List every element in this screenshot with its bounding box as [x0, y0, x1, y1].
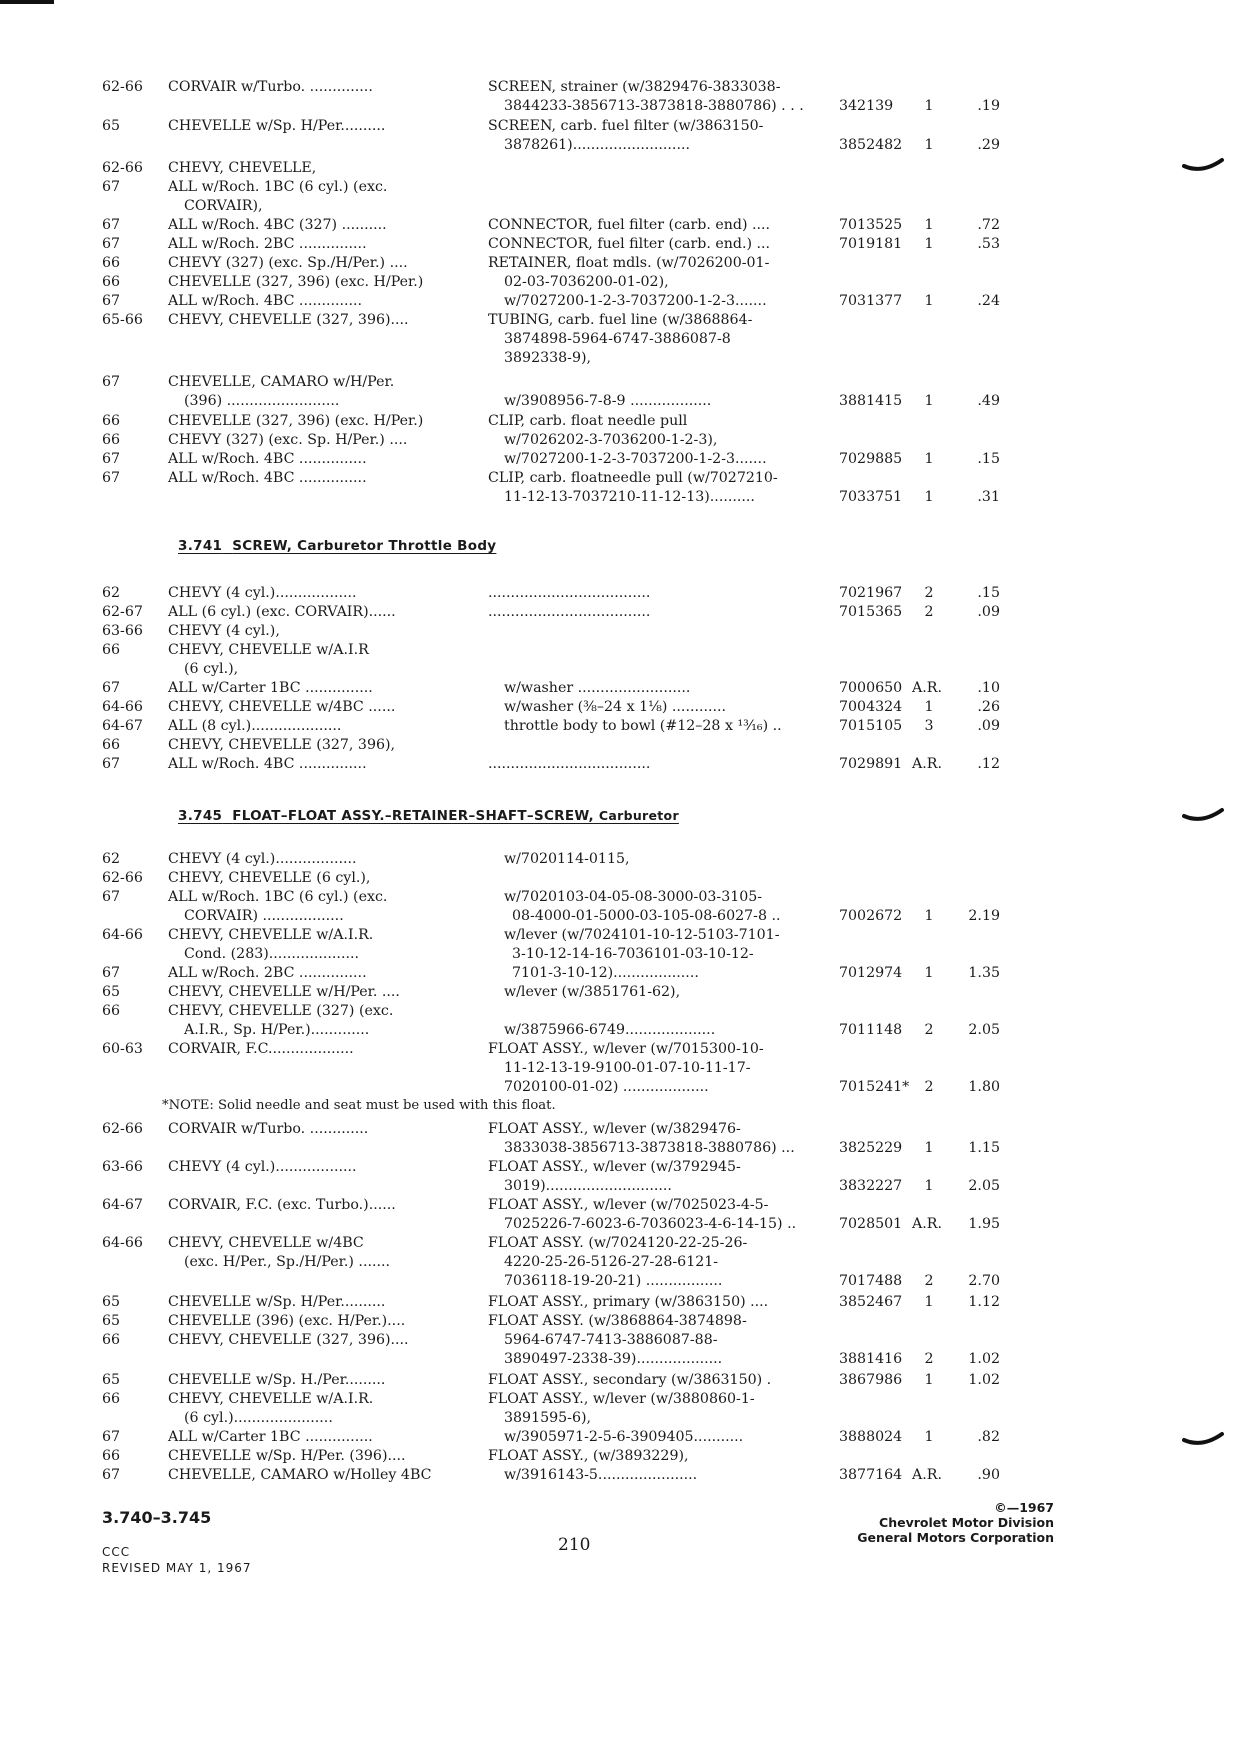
page-range-label: 3.740–3.745 — [102, 1508, 212, 1527]
row-year: 65 — [102, 1372, 121, 1388]
row-quantity: 1 — [924, 393, 934, 409]
row-application: CORVAIR w/Turbo. ............. — [168, 1121, 369, 1137]
row-year: 65 — [102, 1294, 121, 1310]
row-description: w/lever (w/7024101-10-12-5103-7101- — [504, 927, 780, 943]
row-description: CONNECTOR, fuel filter (carb. end.) ... — [488, 236, 771, 252]
row-price: 1.12 — [968, 1294, 1000, 1310]
row-application: CHEVY, CHEVELLE, — [168, 160, 317, 176]
row-application: ALL w/Roch. 2BC ............... — [168, 965, 367, 981]
row-year: 66 — [102, 737, 121, 753]
row-price: .19 — [977, 98, 1000, 114]
row-description: throttle body to bowl (#12–28 x ¹³⁄₁₆) .. — [504, 718, 782, 734]
row-year: 67 — [102, 1467, 121, 1483]
row-description: 3891595-6), — [504, 1410, 592, 1426]
row-application: CHEVY (4 cyl.).................. — [168, 1159, 357, 1175]
row-year: 66 — [102, 274, 121, 290]
row-price: .09 — [977, 718, 1000, 734]
row-year: 67 — [102, 179, 121, 195]
row-description: w/7020103-04-05-08-3000-03-3105- — [504, 889, 763, 905]
row-price: .10 — [977, 680, 1000, 696]
row-application: CHEVY (4 cyl.), — [168, 623, 280, 639]
row-description: .................................... — [488, 756, 651, 772]
row-quantity: 1 — [924, 1429, 934, 1445]
row-application: CHEVY, CHEVELLE w/A.I.R. — [168, 927, 374, 943]
row-part-number: 3852467 — [839, 1294, 903, 1310]
row-application: (6 cyl.)...................... — [184, 1410, 333, 1426]
row-application: CHEVELLE w/Sp. H/Per.......... — [168, 118, 386, 134]
row-description: FLOAT ASSY., (w/3893229), — [488, 1448, 689, 1464]
row-description: 08-4000-01-5000-03-105-08-6027-8 .. — [512, 908, 781, 924]
top-edge-mark — [0, 0, 54, 4]
row-application: ALL w/Roch. 4BC .............. — [168, 293, 363, 309]
row-price: .15 — [977, 451, 1000, 467]
row-description: 7020100-01-02) ................... — [504, 1079, 709, 1095]
row-description: w/3905971-2-5-6-3909405........... — [504, 1429, 744, 1445]
section-title: FLOAT–FLOAT ASSY.–RETAINER–SHAFT–SCREW, — [232, 808, 594, 824]
row-application: CHEVY (4 cyl.).................. — [168, 851, 357, 867]
row-application: CHEVELLE w/Sp. H/Per. (396).... — [168, 1448, 406, 1464]
row-description: 7036118-19-20-21) ................. — [504, 1273, 723, 1289]
row-quantity: 2 — [924, 1022, 934, 1038]
row-price: .72 — [977, 217, 1000, 233]
row-quantity: 1 — [924, 293, 934, 309]
row-description: 3844233-3856713-3873818-3880786) . . . — [504, 98, 804, 114]
row-quantity: 1 — [924, 489, 934, 505]
row-application: ALL w/Roch. 4BC ............... — [168, 451, 367, 467]
row-description: FLOAT ASSY., w/lever (w/7015300-10- — [488, 1041, 764, 1057]
row-price: 1.80 — [968, 1079, 1000, 1095]
row-description: 3-10-12-14-16-7036101-03-10-12- — [512, 946, 754, 962]
row-year: 64-67 — [102, 718, 143, 734]
row-application: ALL w/Roch. 1BC (6 cyl.) (exc. — [168, 889, 388, 905]
publisher-block — [857, 1500, 1054, 1545]
row-part-number: 3832227 — [839, 1178, 903, 1194]
page-number: 210 — [558, 1535, 591, 1555]
row-part-number: 7019181 — [839, 236, 903, 252]
row-part-number: 7012974 — [839, 965, 903, 981]
row-year: 62 — [102, 851, 121, 867]
row-application: CHEVY, CHEVELLE w/4BC ...... — [168, 699, 396, 715]
section-heading-3745 — [178, 808, 679, 824]
row-description: w/washer ......................... — [504, 680, 691, 696]
row-price: .26 — [977, 699, 1000, 715]
row-description: TUBING, carb. fuel line (w/3868864- — [488, 312, 753, 328]
row-year: 67 — [102, 236, 121, 252]
row-part-number: 7015105 — [839, 718, 903, 734]
row-price: .29 — [977, 137, 1000, 153]
row-year: 62 — [102, 585, 121, 601]
row-part-number: 7017488 — [839, 1273, 903, 1289]
row-application: CHEVY, CHEVELLE w/H/Per. .... — [168, 984, 400, 1000]
row-part-number: 7033751 — [839, 489, 903, 505]
row-year: 66 — [102, 255, 121, 271]
row-year: 67 — [102, 293, 121, 309]
row-application: ALL w/Carter 1BC ............... — [168, 680, 373, 696]
ccc-label: CCC — [102, 1545, 131, 1559]
row-description: 7025226-7-6023-6-7036023-4-6-14-15) .. — [504, 1216, 797, 1232]
row-description: w/7026202-3-7036200-1-2-3), — [504, 432, 718, 448]
row-quantity: 1 — [924, 908, 934, 924]
row-quantity: 1 — [924, 965, 934, 981]
row-description: w/7027200-1-2-3-7037200-1-2-3....... — [504, 451, 767, 467]
binding-tick-mark — [1182, 1430, 1226, 1452]
row-price: 1.35 — [968, 965, 1000, 981]
row-application: CORVAIR), — [184, 198, 263, 214]
section-subtitle: Carburetor — [598, 808, 679, 823]
row-application: A.I.R., Sp. H/Per.)............. — [184, 1022, 370, 1038]
row-description: CONNECTOR, fuel filter (carb. end) .... — [488, 217, 771, 233]
row-description: FLOAT ASSY. (w/7024120-22-25-26- — [488, 1235, 748, 1251]
row-application: CHEVELLE (327, 396) (exc. H/Per.) — [168, 274, 424, 290]
row-application: (6 cyl.), — [184, 661, 239, 677]
row-quantity: 1 — [924, 1294, 934, 1310]
row-quantity: 1 — [924, 236, 934, 252]
row-application: ALL w/Roch. 2BC ............... — [168, 236, 367, 252]
section-number: 3.741 — [178, 538, 223, 554]
row-price: .31 — [977, 489, 1000, 505]
row-part-number: 3825229 — [839, 1140, 903, 1156]
row-year: 67 — [102, 756, 121, 772]
row-part-number: 3881415 — [839, 393, 903, 409]
row-price: .49 — [977, 393, 1000, 409]
row-year: 66 — [102, 642, 121, 658]
row-year: 67 — [102, 451, 121, 467]
row-year: 64-67 — [102, 1197, 143, 1213]
row-year: 62-66 — [102, 79, 143, 95]
row-year: 65-66 — [102, 312, 143, 328]
row-part-number: 7002672 — [839, 908, 903, 924]
row-application: CHEVELLE (396) (exc. H/Per.).... — [168, 1313, 406, 1329]
row-part-number: 342139 — [839, 98, 894, 114]
row-year: 66 — [102, 1448, 121, 1464]
row-application: CORVAIR, F.C. (exc. Turbo.)...... — [168, 1197, 396, 1213]
row-quantity: A.R. — [912, 756, 942, 772]
row-price: 2.05 — [968, 1022, 1000, 1038]
row-description: FLOAT ASSY., w/lever (w/7025023-4-5- — [488, 1197, 769, 1213]
row-description: 02-03-7036200-01-02), — [504, 274, 669, 290]
row-description: w/3916143-5...................... — [504, 1467, 698, 1483]
row-year: 64-66 — [102, 699, 143, 715]
row-application: CHEVELLE, CAMARO w/Holley 4BC — [168, 1467, 432, 1483]
row-application: ALL w/Carter 1BC ............... — [168, 1429, 373, 1445]
row-description: FLOAT ASSY., w/lever (w/3880860-1- — [488, 1391, 755, 1407]
row-part-number: 7031377 — [839, 293, 903, 309]
row-application: CHEVY, CHEVELLE w/A.I.R. — [168, 1391, 374, 1407]
row-description: 5964-6747-7413-3886087-88- — [504, 1332, 718, 1348]
row-application: CHEVY, CHEVELLE (327, 396), — [168, 737, 396, 753]
row-quantity: A.R. — [912, 680, 942, 696]
row-year: 62-66 — [102, 870, 143, 886]
row-application: CHEVELLE (327, 396) (exc. H/Per.) — [168, 413, 424, 429]
row-quantity: 1 — [924, 1372, 934, 1388]
row-year: 65 — [102, 1313, 121, 1329]
row-description: 3878261).......................... — [504, 137, 690, 153]
row-part-number: 3852482 — [839, 137, 903, 153]
row-application: CORVAIR) .................. — [184, 908, 344, 924]
float-note: *NOTE: Solid needle and seat must be used with this float. — [162, 1098, 556, 1113]
row-description: 3874898-5964-6747-3886087-8 — [504, 331, 731, 347]
row-part-number: 7029885 — [839, 451, 903, 467]
binding-tick-mark — [1182, 156, 1226, 178]
row-part-number: 7004324 — [839, 699, 903, 715]
row-quantity: 2 — [924, 1079, 934, 1095]
revised-date: REVISED MAY 1, 1967 — [102, 1561, 252, 1575]
row-description: FLOAT ASSY., w/lever (w/3792945- — [488, 1159, 741, 1175]
row-description: CLIP, carb. float needle pull — [488, 413, 688, 429]
row-description: 3892338-9), — [504, 350, 592, 366]
row-description: 3890497-2338-39)................... — [504, 1351, 723, 1367]
row-price: 1.02 — [968, 1351, 1000, 1367]
row-quantity: A.R. — [912, 1467, 942, 1483]
row-description: CLIP, carb. floatneedle pull (w/7027210- — [488, 470, 778, 486]
row-quantity: 1 — [924, 699, 934, 715]
row-price: 1.02 — [968, 1372, 1000, 1388]
row-price: 1.95 — [968, 1216, 1000, 1232]
row-quantity: 2 — [924, 585, 934, 601]
row-price: 1.15 — [968, 1140, 1000, 1156]
row-part-number: 3877164 — [839, 1467, 903, 1483]
row-quantity: 1 — [924, 137, 934, 153]
row-description: FLOAT ASSY., w/lever (w/3829476- — [488, 1121, 741, 1137]
row-price: 2.70 — [968, 1273, 1000, 1289]
row-price: 2.19 — [968, 908, 1000, 924]
row-year: 60-63 — [102, 1041, 143, 1057]
row-year: 66 — [102, 432, 121, 448]
row-application: CHEVY, CHEVELLE (327, 396).... — [168, 312, 409, 328]
row-application: CHEVY, CHEVELLE w/A.I.R — [168, 642, 369, 658]
row-description: RETAINER, float mdls. (w/7026200-01- — [488, 255, 770, 271]
row-part-number: 7011148 — [839, 1022, 903, 1038]
row-price: .09 — [977, 604, 1000, 620]
section-title: SCREW, Carburetor Throttle Body — [232, 538, 497, 554]
binding-tick-mark — [1182, 806, 1226, 828]
row-application: CHEVY, CHEVELLE (327, 396).... — [168, 1332, 409, 1348]
row-description: 11-12-13-19-9100-01-07-10-11-17- — [504, 1060, 751, 1076]
row-year: 62-66 — [102, 160, 143, 176]
row-description: 4220-25-26-5126-27-28-6121- — [504, 1254, 719, 1270]
row-application: CHEVY (327) (exc. Sp. H/Per.) .... — [168, 432, 408, 448]
row-description: FLOAT ASSY., secondary (w/3863150) . — [488, 1372, 772, 1388]
row-part-number: 7021967 — [839, 585, 903, 601]
row-year: 64-66 — [102, 927, 143, 943]
row-year: 62-66 — [102, 1121, 143, 1137]
row-application: ALL w/Roch. 4BC ............... — [168, 470, 367, 486]
row-application: CHEVY (327) (exc. Sp./H/Per.) .... — [168, 255, 408, 271]
row-description: SCREEN, carb. fuel filter (w/3863150- — [488, 118, 764, 134]
copyright-line: ©—1967 — [994, 1500, 1054, 1515]
row-application: (396) ......................... — [184, 393, 340, 409]
row-description: FLOAT ASSY. (w/3868864-3874898- — [488, 1313, 747, 1329]
row-application: ALL (8 cyl.).................... — [168, 718, 342, 734]
row-year: 67 — [102, 1429, 121, 1445]
row-year: 64-66 — [102, 1235, 143, 1251]
row-application: CHEVELLE, CAMARO w/H/Per. — [168, 374, 395, 390]
row-part-number: 7029891 — [839, 756, 903, 772]
row-application: ALL w/Roch. 4BC (327) .......... — [168, 217, 387, 233]
row-description: w/3875966-6749.................... — [504, 1022, 716, 1038]
row-year: 62-67 — [102, 604, 143, 620]
row-quantity: 2 — [924, 1273, 934, 1289]
row-application: CHEVELLE w/Sp. H./Per......... — [168, 1372, 386, 1388]
row-application: CHEVY, CHEVELLE (327) (exc. — [168, 1003, 394, 1019]
row-application: (exc. H/Per., Sp./H/Per.) ....... — [184, 1254, 390, 1270]
row-year: 65 — [102, 984, 121, 1000]
row-application: CHEVY (4 cyl.).................. — [168, 585, 357, 601]
row-year: 67 — [102, 470, 121, 486]
row-part-number: 7028501 — [839, 1216, 903, 1232]
row-price: .82 — [977, 1429, 1000, 1445]
row-quantity: 1 — [924, 1178, 934, 1194]
row-price: .24 — [977, 293, 1000, 309]
row-part-number: 3888024 — [839, 1429, 903, 1445]
row-application: ALL (6 cyl.) (exc. CORVAIR)...... — [168, 604, 396, 620]
row-description: w/washer (⅜–24 x 1⅛) ............ — [504, 699, 727, 715]
row-year: 67 — [102, 680, 121, 696]
row-description: 11-12-13-7037210-11-12-13).......... — [504, 489, 755, 505]
row-quantity: 2 — [924, 1351, 934, 1367]
row-price: .53 — [977, 236, 1000, 252]
row-description: w/3908956-7-8-9 .................. — [504, 393, 712, 409]
row-year: 66 — [102, 413, 121, 429]
row-application: Cond. (283).................... — [184, 946, 359, 962]
row-quantity: 1 — [924, 98, 934, 114]
row-part-number: 7013525 — [839, 217, 903, 233]
row-year: 65 — [102, 118, 121, 134]
row-application: CORVAIR w/Turbo. .............. — [168, 79, 373, 95]
row-part-number: 7000650 — [839, 680, 903, 696]
row-description: 3833038-3856713-3873818-3880786) ... — [504, 1140, 795, 1156]
row-year: 67 — [102, 965, 121, 981]
row-quantity: 3 — [924, 718, 934, 734]
row-part-number: 3881416 — [839, 1351, 903, 1367]
row-year: 66 — [102, 1332, 121, 1348]
row-part-number: 3867986 — [839, 1372, 903, 1388]
row-quantity: 1 — [924, 217, 934, 233]
row-application: ALL w/Roch. 4BC ............... — [168, 756, 367, 772]
row-year: 67 — [102, 217, 121, 233]
section-number: 3.745 — [178, 808, 223, 824]
row-description: w/7027200-1-2-3-7037200-1-2-3....... — [504, 293, 767, 309]
row-year: 66 — [102, 1391, 121, 1407]
row-description: .................................... — [488, 585, 651, 601]
row-quantity: 1 — [924, 1140, 934, 1156]
division-line: Chevrolet Motor Division — [879, 1515, 1054, 1530]
row-part-number: 7015241* — [839, 1079, 910, 1095]
row-year: 66 — [102, 1003, 121, 1019]
row-year: 67 — [102, 889, 121, 905]
row-application: CHEVY, CHEVELLE w/4BC — [168, 1235, 364, 1251]
row-description: SCREEN, strainer (w/3829476-3833038- — [488, 79, 781, 95]
row-price: 2.05 — [968, 1178, 1000, 1194]
row-year: 63-66 — [102, 623, 143, 639]
row-description: 3019)............................ — [504, 1178, 672, 1194]
row-part-number: 7015365 — [839, 604, 903, 620]
row-price: .15 — [977, 585, 1000, 601]
corporation-line: General Motors Corporation — [857, 1530, 1054, 1545]
row-price: .90 — [977, 1467, 1000, 1483]
row-application: CHEVY, CHEVELLE (6 cyl.), — [168, 870, 371, 886]
row-application: ALL w/Roch. 1BC (6 cyl.) (exc. — [168, 179, 388, 195]
row-quantity: 2 — [924, 604, 934, 620]
row-year: 63-66 — [102, 1159, 143, 1175]
row-application: CHEVELLE w/Sp. H/Per.......... — [168, 1294, 386, 1310]
row-description: w/7020114-0115, — [504, 851, 630, 867]
row-description: 7101-3-10-12)................... — [512, 965, 699, 981]
row-description: FLOAT ASSY., primary (w/3863150) .... — [488, 1294, 769, 1310]
row-quantity: 1 — [924, 451, 934, 467]
row-quantity: A.R. — [912, 1216, 942, 1232]
row-year: 67 — [102, 374, 121, 390]
section-heading-3741 — [178, 538, 496, 554]
row-application: CORVAIR, F.C................... — [168, 1041, 354, 1057]
row-description: .................................... — [488, 604, 651, 620]
row-price: .12 — [977, 756, 1000, 772]
row-description: w/lever (w/3851761-62), — [504, 984, 681, 1000]
